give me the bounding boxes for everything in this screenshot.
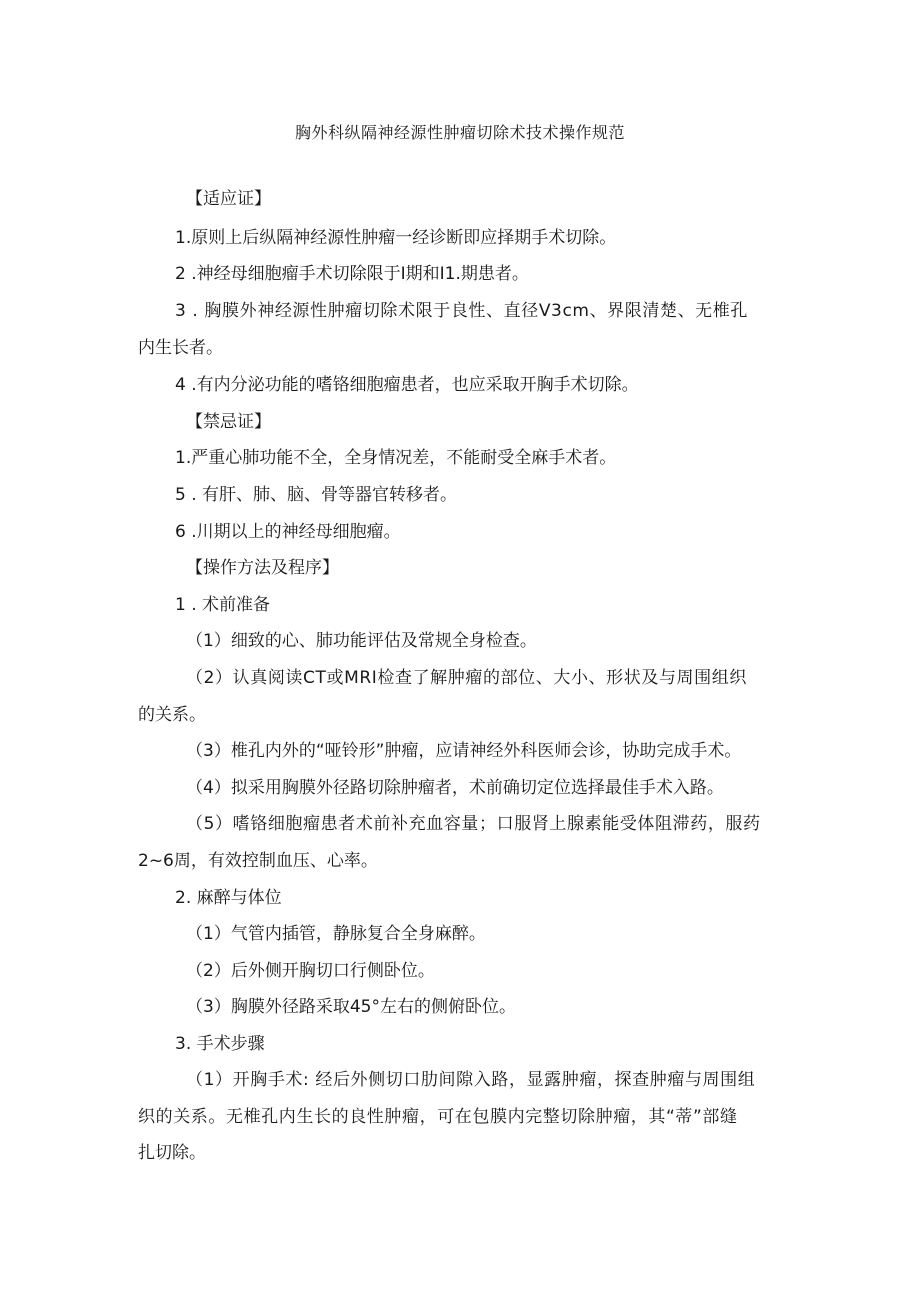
subsection-heading: 1 . 术前准备 bbox=[175, 595, 271, 615]
paragraph-line: 6 .川期以上的神经母细胞瘤。 bbox=[175, 522, 401, 542]
paragraph-line: （4）拟采用胸膜外径路切除肿瘤者，术前确切定位选择最佳手术入路。 bbox=[186, 778, 724, 798]
paragraph-line: 2~6周，有效控制血压、心率。 bbox=[138, 851, 378, 871]
paragraph-line: 1.严重心肺功能不全，全身情况差，不能耐受全麻手术者。 bbox=[175, 448, 617, 468]
subsection-heading: 3. 手术步骤 bbox=[175, 1034, 265, 1054]
paragraph-line: （3）椎孔内外的“哑铃形”肿瘤，应请神经外科医师会诊，协助完成手术。 bbox=[186, 741, 742, 761]
subsection-heading: 2. 麻醉与体位 bbox=[175, 888, 282, 908]
document-title: 胸外科纵隔神经源性肿瘤切除术技术操作规范 bbox=[294, 123, 625, 142]
paragraph-line: 5 . 有肝、肺、脑、骨等器官转移者。 bbox=[175, 485, 458, 505]
paragraph-line: （1）细致的心、肺功能评估及常规全身检查。 bbox=[186, 631, 537, 651]
paragraph-line: （2）认真阅读CT或MRI检查了解肿瘤的部位、大小、形状及与周围组织 bbox=[186, 668, 747, 688]
paragraph-line: 的关系。 bbox=[138, 705, 206, 725]
paragraph-line: 扎切除。 bbox=[138, 1143, 206, 1163]
paragraph-line: （2）后外侧开胸切口行侧卧位。 bbox=[186, 961, 435, 981]
section-heading-contraindications: 【禁忌证】 bbox=[186, 412, 271, 432]
paragraph-line: （1）气管内插管，静脉复合全身麻醉。 bbox=[186, 924, 486, 944]
paragraph-line: 3 . 胸膜外神经源性肿瘤切除术限于良性、直径V3cm、界限清楚、无椎孔 bbox=[175, 301, 748, 321]
paragraph-line: 内生长者。 bbox=[138, 338, 223, 358]
paragraph-line: 织的关系。无椎孔内生长的良性肿瘤，可在包膜内完整切除肿瘤，其“蒂”部缝 bbox=[138, 1107, 738, 1127]
paragraph-line: （3）胸膜外径路采取45°左右的侧俯卧位。 bbox=[186, 997, 516, 1017]
section-heading-indications: 【适应证】 bbox=[186, 189, 271, 209]
paragraph-line: 2 .神经母细胞瘤手术切除限于I期和I1.期患者。 bbox=[175, 264, 529, 284]
paragraph-line: （1）开胸手术: 经后外侧切口肋间隙入路，显露肿瘤，探查肿瘤与周围组 bbox=[186, 1070, 756, 1090]
section-heading-procedure: 【操作方法及程序】 bbox=[186, 558, 339, 578]
paragraph-line: （5）嗜铬细胞瘤患者术前补充血容量；口服肾上腺素能受体阻滞药，服药 bbox=[186, 814, 761, 834]
paragraph-line: 1.原则上后纵隔神经源性肿瘤一经诊断即应择期手术切除。 bbox=[175, 228, 617, 248]
paragraph-line: 4 .有内分泌功能的嗜铬细胞瘤患者，也应采取开胸手术切除。 bbox=[175, 375, 639, 395]
